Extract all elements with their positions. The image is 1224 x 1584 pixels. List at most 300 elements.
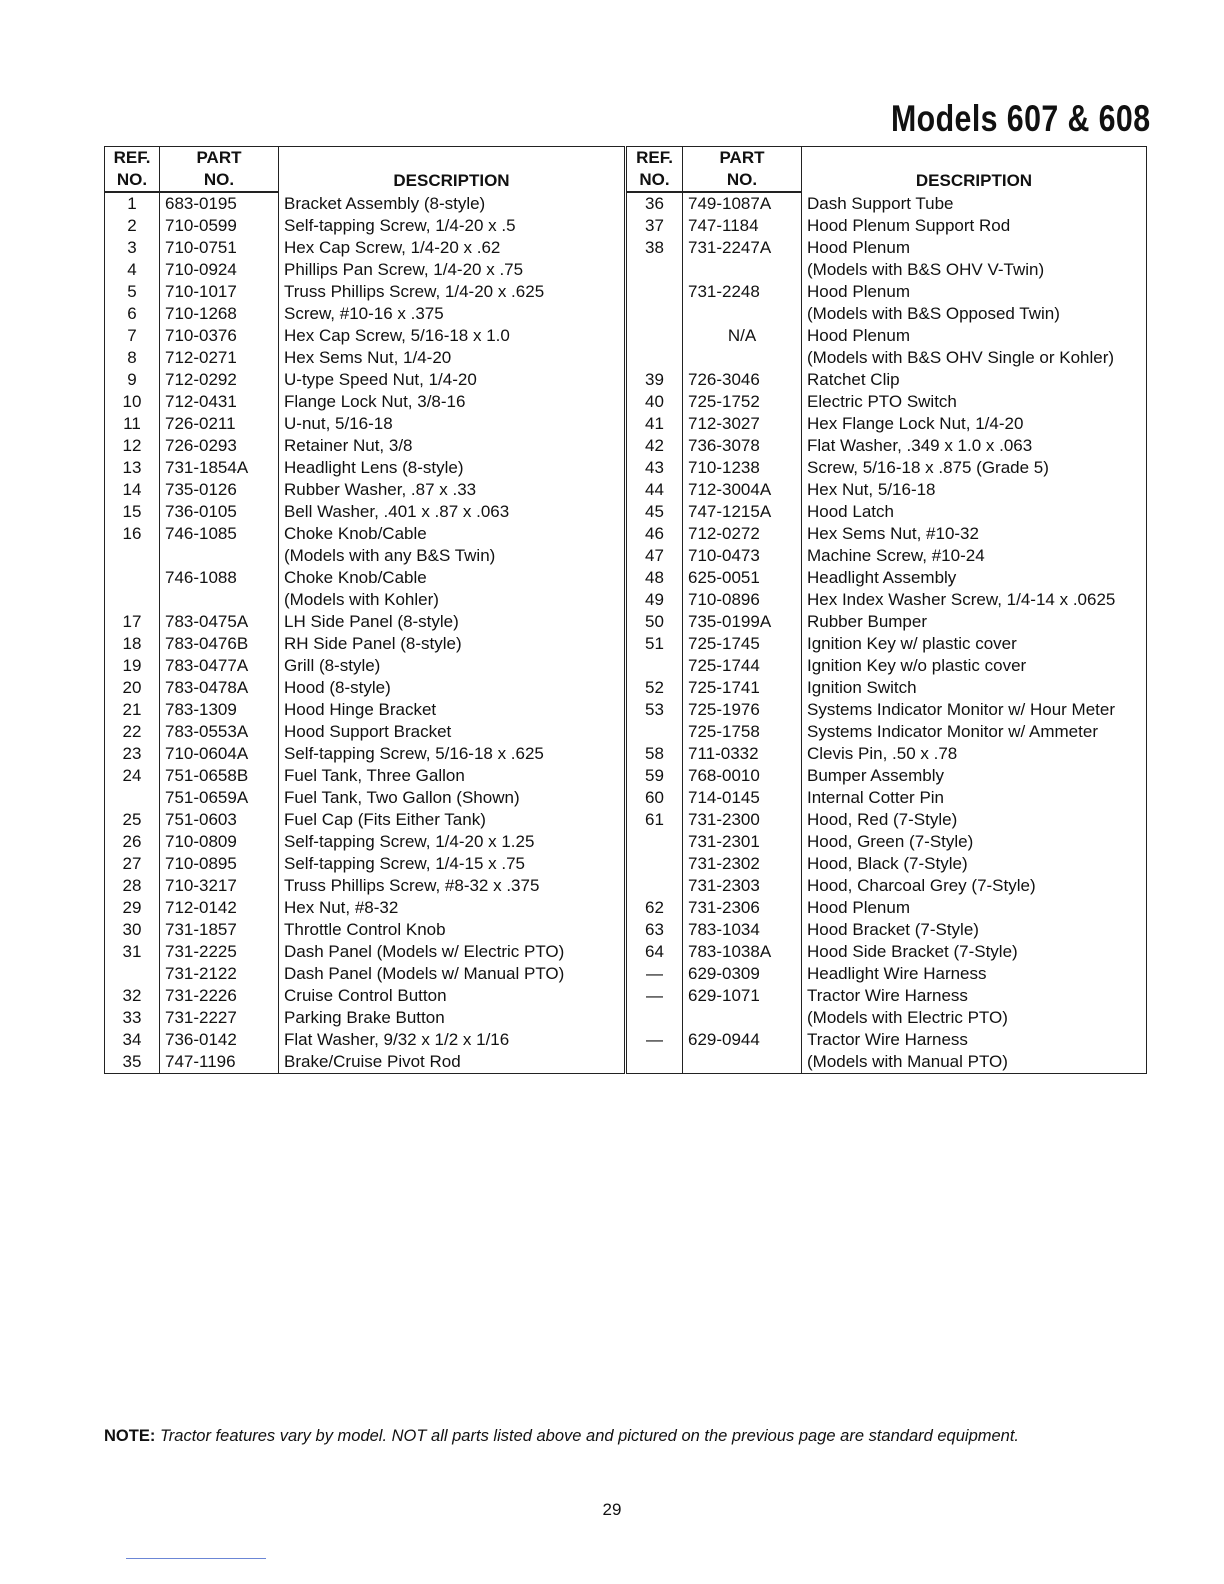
ref-cell: 2	[105, 215, 160, 237]
ref-cell: 1	[105, 192, 160, 215]
parts-table-left-body	[105, 192, 625, 1074]
table-row	[105, 677, 625, 699]
description-cell: Hex Nut, #8-32	[279, 897, 625, 919]
part-number-cell: 710-0751	[160, 237, 279, 259]
ref-cell: 15	[105, 501, 160, 523]
description-cell: Flat Washer, .349 x 1.0 x .063	[802, 435, 1147, 457]
part-header: PART	[683, 147, 802, 170]
ref-cell: 50	[627, 611, 683, 633]
ref-cell: 53	[627, 699, 683, 721]
ref-cell: 64	[627, 941, 683, 963]
part-number-cell: 783-0475A	[160, 611, 279, 633]
description-cell: Screw, #10-16 x .375	[279, 303, 625, 325]
ref-cell: 19	[105, 655, 160, 677]
table-row	[105, 479, 625, 501]
description-cell: Hood Side Bracket (7-Style)	[802, 941, 1147, 963]
ref-cell: 32	[105, 985, 160, 1007]
note-text: Tractor features vary by model. NOT all parts listed above and pictured on the previous page are standard equipment.	[159, 1427, 1020, 1445]
table-row	[627, 677, 1147, 699]
part-number-cell: 749-1087A	[683, 192, 802, 215]
table-row	[627, 523, 1147, 545]
ref-cell	[627, 721, 683, 743]
table-row	[105, 853, 625, 875]
ref-cell: 33	[105, 1007, 160, 1029]
part-number-cell: 710-0473	[683, 545, 802, 567]
part-number-cell: 731-2247A	[683, 237, 802, 259]
table-row	[105, 369, 625, 391]
description-cell: Bell Washer, .401 x .87 x .063	[279, 501, 625, 523]
description-cell: Hood, Charcoal Grey (7-Style)	[802, 875, 1147, 897]
ref-cell	[627, 853, 683, 875]
description-cell: Flat Washer, 9/32 x 1/2 x 1/16	[279, 1029, 625, 1051]
table-row	[105, 391, 625, 413]
part-number-cell: 710-3217	[160, 875, 279, 897]
part-number-cell: 735-0126	[160, 479, 279, 501]
ref-cell: 9	[105, 369, 160, 391]
ref-cell: 10	[105, 391, 160, 413]
description-cell: Ignition Switch	[802, 677, 1147, 699]
part-number-cell: 726-0293	[160, 435, 279, 457]
part-number-cell: 710-1268	[160, 303, 279, 325]
table-row	[105, 897, 625, 919]
ref-cell	[105, 567, 160, 589]
description-cell: Hex Index Washer Screw, 1/4-14 x .0625	[802, 589, 1147, 611]
table-row	[627, 369, 1147, 391]
ref-cell: 39	[627, 369, 683, 391]
part-number-cell: 783-1309	[160, 699, 279, 721]
part-number-cell: 751-0659A	[160, 787, 279, 809]
parts-table-right	[626, 146, 1147, 1074]
ref-cell: —	[627, 985, 683, 1007]
part-number-cell: 625-0051	[683, 567, 802, 589]
table-row	[105, 1007, 625, 1029]
table-row	[105, 963, 625, 985]
description-cell: (Models with B&S OHV Single or Kohler)	[802, 347, 1147, 369]
part-number-cell: 683-0195	[160, 192, 279, 215]
part-number-cell: 735-0199A	[683, 611, 802, 633]
description-header: DESCRIPTION	[279, 147, 625, 193]
parts-table-left	[104, 146, 625, 1074]
ref-cell: 21	[105, 699, 160, 721]
page-title: Models 607 & 608	[890, 98, 1150, 139]
ref-header: REF.	[105, 147, 160, 170]
description-cell: Electric PTO Switch	[802, 391, 1147, 413]
ref-cell: 51	[627, 633, 683, 655]
part-number-cell: 731-1857	[160, 919, 279, 941]
table-row	[627, 325, 1147, 347]
part-number-cell: 712-0271	[160, 347, 279, 369]
part-number-cell: 783-0476B	[160, 633, 279, 655]
part-number-cell: 710-0924	[160, 259, 279, 281]
part-number-cell: 731-2122	[160, 963, 279, 985]
table-row	[105, 215, 625, 237]
ref-cell	[627, 1051, 683, 1074]
ref-cell: 38	[627, 237, 683, 259]
table-row	[627, 963, 1147, 985]
table-row	[627, 611, 1147, 633]
part-number-cell: 710-1017	[160, 281, 279, 303]
table-row	[627, 347, 1147, 369]
table-row	[105, 589, 625, 611]
ref-cell: 6	[105, 303, 160, 325]
description-cell: Ignition Key w/o plastic cover	[802, 655, 1147, 677]
ref-cell: 41	[627, 413, 683, 435]
description-cell: U-type Speed Nut, 1/4-20	[279, 369, 625, 391]
part-number-cell: 710-0895	[160, 853, 279, 875]
table-row	[105, 192, 625, 215]
ref-cell: —	[627, 1029, 683, 1051]
table-row	[105, 545, 625, 567]
table-row	[105, 721, 625, 743]
ref-cell	[627, 655, 683, 677]
part-number-cell: 712-3004A	[683, 479, 802, 501]
table-row	[627, 589, 1147, 611]
part-number-cell: 726-3046	[683, 369, 802, 391]
part-number-cell: 710-1238	[683, 457, 802, 479]
ref-cell: 7	[105, 325, 160, 347]
part-number-cell: 731-2225	[160, 941, 279, 963]
ref-cell: 49	[627, 589, 683, 611]
ref-cell	[627, 303, 683, 325]
ref-cell	[105, 787, 160, 809]
table-row	[105, 523, 625, 545]
table-row	[105, 831, 625, 853]
part-number-cell: 714-0145	[683, 787, 802, 809]
ref-header-no: NO.	[627, 169, 683, 192]
table-row	[627, 479, 1147, 501]
description-cell: Ratchet Clip	[802, 369, 1147, 391]
table-row	[105, 325, 625, 347]
description-cell: Grill (8-style)	[279, 655, 625, 677]
description-cell: Systems Indicator Monitor w/ Ammeter	[802, 721, 1147, 743]
part-number-cell: 747-1215A	[683, 501, 802, 523]
table-row	[627, 1051, 1147, 1074]
part-number-cell	[683, 303, 802, 325]
description-cell: Fuel Cap (Fits Either Tank)	[279, 809, 625, 831]
description-cell: Hex Cap Screw, 5/16-18 x 1.0	[279, 325, 625, 347]
table-row	[627, 457, 1147, 479]
ref-cell: 25	[105, 809, 160, 831]
description-cell: Hex Flange Lock Nut, 1/4-20	[802, 413, 1147, 435]
part-number-cell: 731-2227	[160, 1007, 279, 1029]
description-cell: Machine Screw, #10-24	[802, 545, 1147, 567]
ref-cell: 28	[105, 875, 160, 897]
description-cell: Hood Bracket (7-Style)	[802, 919, 1147, 941]
description-cell: Headlight Assembly	[802, 567, 1147, 589]
description-cell: Retainer Nut, 3/8	[279, 435, 625, 457]
table-row	[627, 303, 1147, 325]
ref-cell: 27	[105, 853, 160, 875]
part-number-cell: 710-0896	[683, 589, 802, 611]
table-row	[627, 919, 1147, 941]
description-cell: Tractor Wire Harness	[802, 1029, 1147, 1051]
part-number-cell: 711-0332	[683, 743, 802, 765]
ref-cell: 29	[105, 897, 160, 919]
ref-cell: 47	[627, 545, 683, 567]
ref-cell: 26	[105, 831, 160, 853]
description-cell: Hood Plenum	[802, 897, 1147, 919]
table-row	[105, 1051, 625, 1074]
table-row	[105, 259, 625, 281]
description-cell: (Models with B&S OHV V-Twin)	[802, 259, 1147, 281]
description-cell: Self-tapping Screw, 1/4-15 x .75	[279, 853, 625, 875]
ref-cell	[627, 831, 683, 853]
ref-cell: 31	[105, 941, 160, 963]
description-cell: Hood Latch	[802, 501, 1147, 523]
part-number-cell: 736-3078	[683, 435, 802, 457]
description-cell: Brake/Cruise Pivot Rod	[279, 1051, 625, 1074]
ref-cell	[627, 325, 683, 347]
description-cell: Hex Cap Screw, 1/4-20 x .62	[279, 237, 625, 259]
table-row	[627, 655, 1147, 677]
ref-cell	[105, 589, 160, 611]
part-number-cell: 783-1038A	[683, 941, 802, 963]
description-cell: Hood Plenum	[802, 281, 1147, 303]
table-row	[627, 567, 1147, 589]
ref-cell: 30	[105, 919, 160, 941]
part-number-cell: 725-1741	[683, 677, 802, 699]
ref-cell: 42	[627, 435, 683, 457]
ref-cell: 52	[627, 677, 683, 699]
ref-header-no: NO.	[105, 169, 160, 192]
table-row	[627, 765, 1147, 787]
table-row	[105, 237, 625, 259]
part-number-cell	[683, 1007, 802, 1029]
table-row	[627, 831, 1147, 853]
part-number-cell: 736-0142	[160, 1029, 279, 1051]
table-row	[627, 259, 1147, 281]
description-cell: LH Side Panel (8-style)	[279, 611, 625, 633]
ref-cell: 59	[627, 765, 683, 787]
description-cell: Hood Hinge Bracket	[279, 699, 625, 721]
table-row	[105, 457, 625, 479]
ref-cell	[105, 545, 160, 567]
ref-cell: 63	[627, 919, 683, 941]
table-row	[105, 633, 625, 655]
description-cell: Hood, Red (7-Style)	[802, 809, 1147, 831]
ref-cell: 36	[627, 192, 683, 215]
ref-header: REF.	[627, 147, 683, 170]
table-row	[627, 721, 1147, 743]
description-cell: Headlight Lens (8-style)	[279, 457, 625, 479]
ref-cell: 58	[627, 743, 683, 765]
table-row	[627, 809, 1147, 831]
ref-cell: 24	[105, 765, 160, 787]
description-cell: Hex Sems Nut, #10-32	[802, 523, 1147, 545]
description-cell: Hood Plenum	[802, 237, 1147, 259]
description-cell: RH Side Panel (8-style)	[279, 633, 625, 655]
part-number-cell: 747-1196	[160, 1051, 279, 1074]
description-cell: Screw, 5/16-18 x .875 (Grade 5)	[802, 457, 1147, 479]
table-row	[627, 787, 1147, 809]
part-number-cell: 629-0309	[683, 963, 802, 985]
description-cell: Parking Brake Button	[279, 1007, 625, 1029]
description-cell: Self-tapping Screw, 1/4-20 x .5	[279, 215, 625, 237]
table-row	[627, 545, 1147, 567]
table-row	[627, 501, 1147, 523]
ref-cell: 40	[627, 391, 683, 413]
part-number-cell: 629-0944	[683, 1029, 802, 1051]
part-number-cell: 726-0211	[160, 413, 279, 435]
description-cell: Hex Nut, 5/16-18	[802, 479, 1147, 501]
description-cell: Self-tapping Screw, 1/4-20 x 1.25	[279, 831, 625, 853]
part-number-cell: 731-2300	[683, 809, 802, 831]
table-row	[105, 501, 625, 523]
description-cell: Dash Panel (Models w/ Manual PTO)	[279, 963, 625, 985]
part-number-cell: 731-2303	[683, 875, 802, 897]
part-number-cell	[160, 545, 279, 567]
part-number-cell: 710-0376	[160, 325, 279, 347]
ref-cell: 13	[105, 457, 160, 479]
description-cell: Flange Lock Nut, 3/8-16	[279, 391, 625, 413]
part-number-cell: 725-1752	[683, 391, 802, 413]
table-row	[105, 941, 625, 963]
table-row	[105, 919, 625, 941]
description-cell: Ignition Key w/ plastic cover	[802, 633, 1147, 655]
table-row	[105, 765, 625, 787]
table-row	[627, 897, 1147, 919]
description-cell: Self-tapping Screw, 5/16-18 x .625	[279, 743, 625, 765]
description-cell: Hood, Black (7-Style)	[802, 853, 1147, 875]
parts-table-right-body	[627, 192, 1147, 1074]
ref-cell	[627, 259, 683, 281]
ref-cell: 5	[105, 281, 160, 303]
ref-cell: 20	[105, 677, 160, 699]
ref-cell: 8	[105, 347, 160, 369]
description-cell: Phillips Pan Screw, 1/4-20 x .75	[279, 259, 625, 281]
table-row	[627, 853, 1147, 875]
table-row	[627, 699, 1147, 721]
description-cell: Dash Support Tube	[802, 192, 1147, 215]
part-number-cell: 725-1758	[683, 721, 802, 743]
ref-cell	[627, 1007, 683, 1029]
description-cell: Choke Knob/Cable	[279, 567, 625, 589]
part-number-cell: 725-1744	[683, 655, 802, 677]
description-cell: Hood, Green (7-Style)	[802, 831, 1147, 853]
part-number-cell: 725-1745	[683, 633, 802, 655]
ref-cell: 4	[105, 259, 160, 281]
ref-cell	[627, 347, 683, 369]
part-number-cell: 710-0599	[160, 215, 279, 237]
ref-cell: 11	[105, 413, 160, 435]
part-number-cell	[160, 589, 279, 611]
table-row	[105, 985, 625, 1007]
description-cell: Headlight Wire Harness	[802, 963, 1147, 985]
table-row	[105, 875, 625, 897]
ref-cell: 43	[627, 457, 683, 479]
part-number-cell: 783-0553A	[160, 721, 279, 743]
table-row	[105, 809, 625, 831]
table-row	[105, 699, 625, 721]
ref-cell: 37	[627, 215, 683, 237]
ref-cell: 14	[105, 479, 160, 501]
part-number-cell: 736-0105	[160, 501, 279, 523]
description-cell: Rubber Washer, .87 x .33	[279, 479, 625, 501]
table-row	[627, 941, 1147, 963]
description-cell: Hood (8-style)	[279, 677, 625, 699]
part-number-cell: 751-0603	[160, 809, 279, 831]
ref-cell: 44	[627, 479, 683, 501]
part-number-cell: 731-2301	[683, 831, 802, 853]
table-row	[627, 237, 1147, 259]
description-cell: Truss Phillips Screw, #8-32 x .375	[279, 875, 625, 897]
description-cell: Hood Plenum Support Rod	[802, 215, 1147, 237]
description-cell: Fuel Tank, Three Gallon	[279, 765, 625, 787]
part-number-cell	[683, 259, 802, 281]
part-number-cell: 712-0292	[160, 369, 279, 391]
description-cell: Fuel Tank, Two Gallon (Shown)	[279, 787, 625, 809]
description-cell: Systems Indicator Monitor w/ Hour Meter	[802, 699, 1147, 721]
part-number-cell: 629-1071	[683, 985, 802, 1007]
description-cell: Rubber Bumper	[802, 611, 1147, 633]
part-number-cell: 725-1976	[683, 699, 802, 721]
table-row	[627, 1029, 1147, 1051]
description-cell: Internal Cotter Pin	[802, 787, 1147, 809]
description-cell: Dash Panel (Models w/ Electric PTO)	[279, 941, 625, 963]
ref-cell: —	[627, 963, 683, 985]
part-header: PART	[160, 147, 279, 170]
part-number-cell: 712-0431	[160, 391, 279, 413]
ref-cell	[627, 281, 683, 303]
table-row	[105, 655, 625, 677]
ref-cell: 48	[627, 567, 683, 589]
table-row	[627, 391, 1147, 413]
part-number-cell: 731-1854A	[160, 457, 279, 479]
ref-cell: 18	[105, 633, 160, 655]
ref-cell	[105, 963, 160, 985]
part-number-cell	[683, 1051, 802, 1074]
table-row	[627, 743, 1147, 765]
table-row	[627, 192, 1147, 215]
part-number-cell	[683, 347, 802, 369]
ref-cell: 46	[627, 523, 683, 545]
description-cell: Clevis Pin, .50 x .78	[802, 743, 1147, 765]
table-row	[627, 281, 1147, 303]
description-cell: Hood Support Bracket	[279, 721, 625, 743]
part-number-cell: 731-2248	[683, 281, 802, 303]
ref-cell: 16	[105, 523, 160, 545]
ref-cell: 23	[105, 743, 160, 765]
ref-cell: 12	[105, 435, 160, 457]
description-header: DESCRIPTION	[802, 147, 1147, 193]
part-number-cell: 783-0477A	[160, 655, 279, 677]
part-number-cell: 768-0010	[683, 765, 802, 787]
description-cell: Bracket Assembly (8-style)	[279, 192, 625, 215]
description-cell: (Models with any B&S Twin)	[279, 545, 625, 567]
table-row	[105, 435, 625, 457]
table-row	[105, 303, 625, 325]
note-label: NOTE:	[104, 1427, 156, 1445]
table-row	[105, 413, 625, 435]
table-row	[627, 215, 1147, 237]
ref-cell: 45	[627, 501, 683, 523]
description-cell: Cruise Control Button	[279, 985, 625, 1007]
ref-cell: 60	[627, 787, 683, 809]
table-row	[627, 435, 1147, 457]
description-cell: Truss Phillips Screw, 1/4-20 x .625	[279, 281, 625, 303]
description-cell: Hex Sems Nut, 1/4-20	[279, 347, 625, 369]
divider	[126, 1558, 266, 1559]
description-cell: (Models with Kohler)	[279, 589, 625, 611]
part-number-cell: 746-1088	[160, 567, 279, 589]
ref-cell: 17	[105, 611, 160, 633]
table-row	[627, 1007, 1147, 1029]
part-number-cell: 712-0142	[160, 897, 279, 919]
part-number-cell: 751-0658B	[160, 765, 279, 787]
description-cell: (Models with Electric PTO)	[802, 1007, 1147, 1029]
part-number-cell: 712-0272	[683, 523, 802, 545]
part-number-cell: 746-1085	[160, 523, 279, 545]
